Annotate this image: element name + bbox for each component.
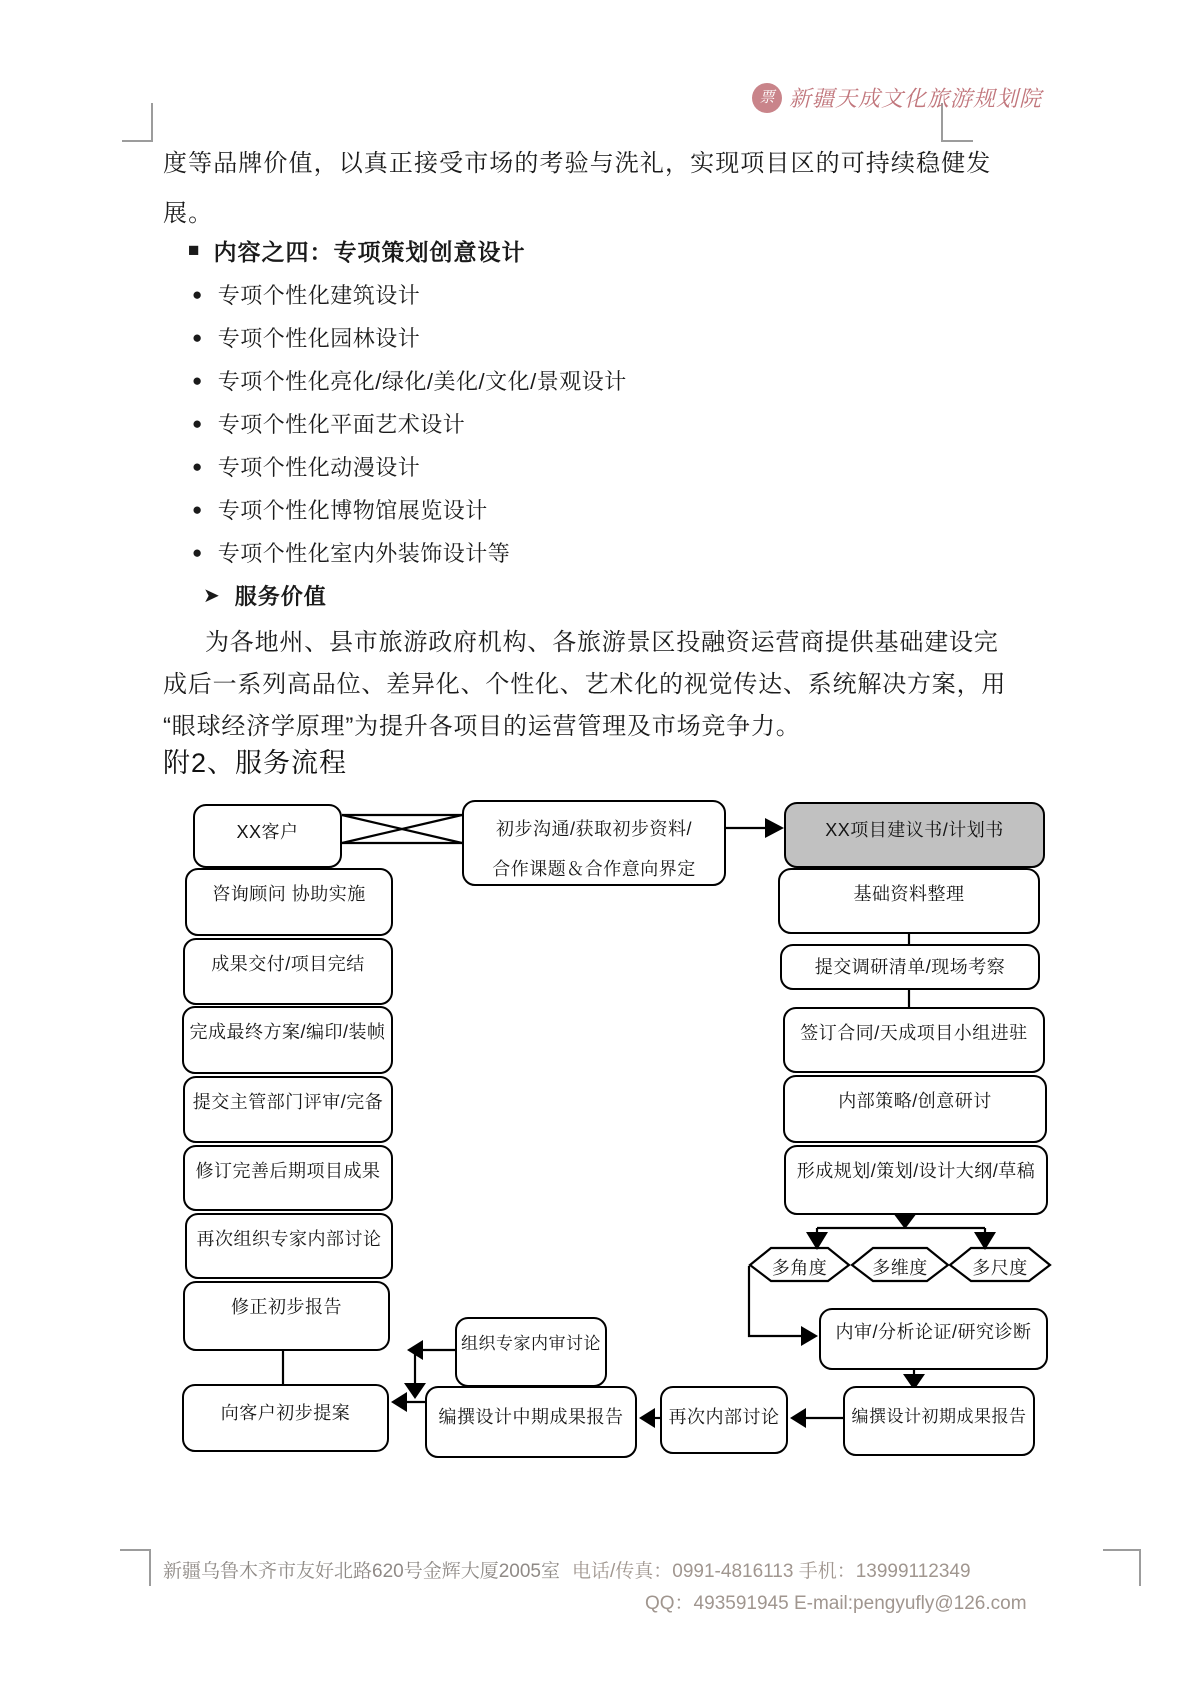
dot-bullet-icon: ●	[192, 413, 203, 433]
flow-node-first-contact	[462, 800, 726, 886]
logo-seal-icon	[752, 83, 782, 113]
bullet-label: 专项个性化动漫设计	[217, 454, 421, 480]
dot-bullet-icon: ●	[192, 370, 203, 390]
flow-node-survey-list: 提交调研清单/现场考察	[780, 944, 1040, 990]
flow-node-internal-strategy: 内部策略/创意研讨	[783, 1075, 1047, 1143]
bullet-label: 专项个性化博物馆展览设计	[217, 497, 488, 523]
dot-bullet-icon: ●	[192, 542, 203, 562]
service-value-line-1: 为各地州、县市旅游政府机构、各旅游景区投融资运营商提供基础建设完	[205, 629, 999, 656]
arrow-right	[765, 818, 784, 838]
flow-node-expert-internal-review: 组织专家内审讨论	[455, 1317, 607, 1387]
flow-node-internal-review: 内审/分析论证/研究诊断	[819, 1308, 1048, 1370]
arrow-right	[801, 1326, 818, 1346]
arrow-left	[639, 1408, 655, 1428]
flow-node-initial-proposal: 向客户初步提案	[182, 1384, 389, 1452]
flow-node-consult-assist: 咨询顾问 协助实施	[185, 868, 393, 936]
flow-node-outline-draft: 形成规划/策划/设计大纲/草稿	[784, 1145, 1048, 1215]
flow-node-base-data: 基础资料整理	[778, 868, 1040, 934]
arrow-left	[790, 1408, 806, 1428]
footer-address: 新疆乌鲁木齐市友好北路620号金辉大厦2005室	[163, 1561, 560, 1582]
intro-line-2: 展。	[163, 200, 214, 227]
flow-node-customer: XX客户	[193, 804, 342, 868]
flow-node-deliverables: 成果交付/项目完结	[183, 938, 393, 1005]
service-value-line-3: “眼球经济学原理”为提升各项目的运营管理及市场竞争力。	[163, 713, 801, 740]
dot-bullet-icon: ●	[192, 327, 203, 347]
dot-bullet-icon: ●	[192, 284, 203, 304]
intro-line-1: 度等品牌价值，以真正接受市场的考验与洗礼，实现项目区的可持续稳健发	[163, 150, 992, 177]
bullet-label: 专项个性化亮化/绿化/美化/文化/景观设计	[217, 368, 627, 394]
bullet-label: 专项个性化建筑设计	[217, 282, 421, 308]
logo-text: 新疆天成文化旅游规划院	[789, 87, 1043, 112]
hexagon-label-multi-dimension: 多维度	[872, 1258, 928, 1278]
arrow-bullet-icon: ➤	[203, 584, 220, 607]
dot-bullet-icon: ●	[192, 499, 203, 519]
flow-node-expert-discussion-again: 再次组织专家内部讨论	[185, 1213, 393, 1279]
company-logo	[752, 82, 1042, 113]
service-value-line-2: 成后一系列高品位、差异化、个性化、艺术化的视觉传达、系统解决方案，用	[163, 671, 1007, 698]
first-contact-line-2: 合作课题＆合作意向界定	[492, 859, 696, 879]
footer-phone: 电话/传真：0991-4816113 手机：13999112349	[572, 1561, 971, 1582]
flow-node-initial-results-report: 编撰设计初期成果报告	[843, 1386, 1035, 1456]
flow-node-revise-initial-report: 修正初步报告	[183, 1281, 390, 1351]
flow-node-revise-results: 修订完善后期项目成果	[183, 1145, 393, 1211]
service-value-title: 服务价值	[234, 584, 327, 609]
dot-bullet-icon: ●	[192, 456, 203, 476]
first-contact-line-1: 初步沟通/获取初步资料/	[495, 819, 692, 839]
footer-qq-email: QQ：493591945 E-mail:pengyufly@126.com	[645, 1593, 1027, 1614]
flow-node-second-internal-discussion: 再次内部讨论	[660, 1386, 788, 1454]
square-bullet-icon: ■	[188, 240, 200, 261]
seal-glyph: 票	[759, 89, 775, 106]
flowchart-title: 附2、服务流程	[163, 748, 348, 778]
flow-node-sign-contract: 签订合同/天成项目小组进驻	[783, 1007, 1045, 1073]
flow-node-proposal-book: XX项目建议书/计划书	[784, 802, 1045, 868]
arrow-down	[404, 1383, 426, 1399]
hexagon-label-multi-angle: 多角度	[771, 1258, 828, 1278]
arrow-left	[391, 1392, 407, 1412]
bullet-label: 专项个性化室内外装饰设计等	[217, 540, 511, 566]
flow-node-mid-results-report: 编撰设计中期成果报告	[425, 1386, 637, 1458]
arrow-down	[893, 1213, 917, 1229]
flow-node-submit-review: 提交主管部门评审/完备	[183, 1076, 393, 1143]
section4-title: 内容之四：专项策划创意设计	[213, 239, 526, 265]
bullet-label: 专项个性化园林设计	[217, 325, 421, 351]
hexagon-label-multi-scale: 多尺度	[972, 1258, 1028, 1278]
flow-node-final-plan: 完成最终方案/编印/装帧	[182, 1006, 393, 1074]
bullet-label: 专项个性化平面艺术设计	[217, 411, 466, 437]
